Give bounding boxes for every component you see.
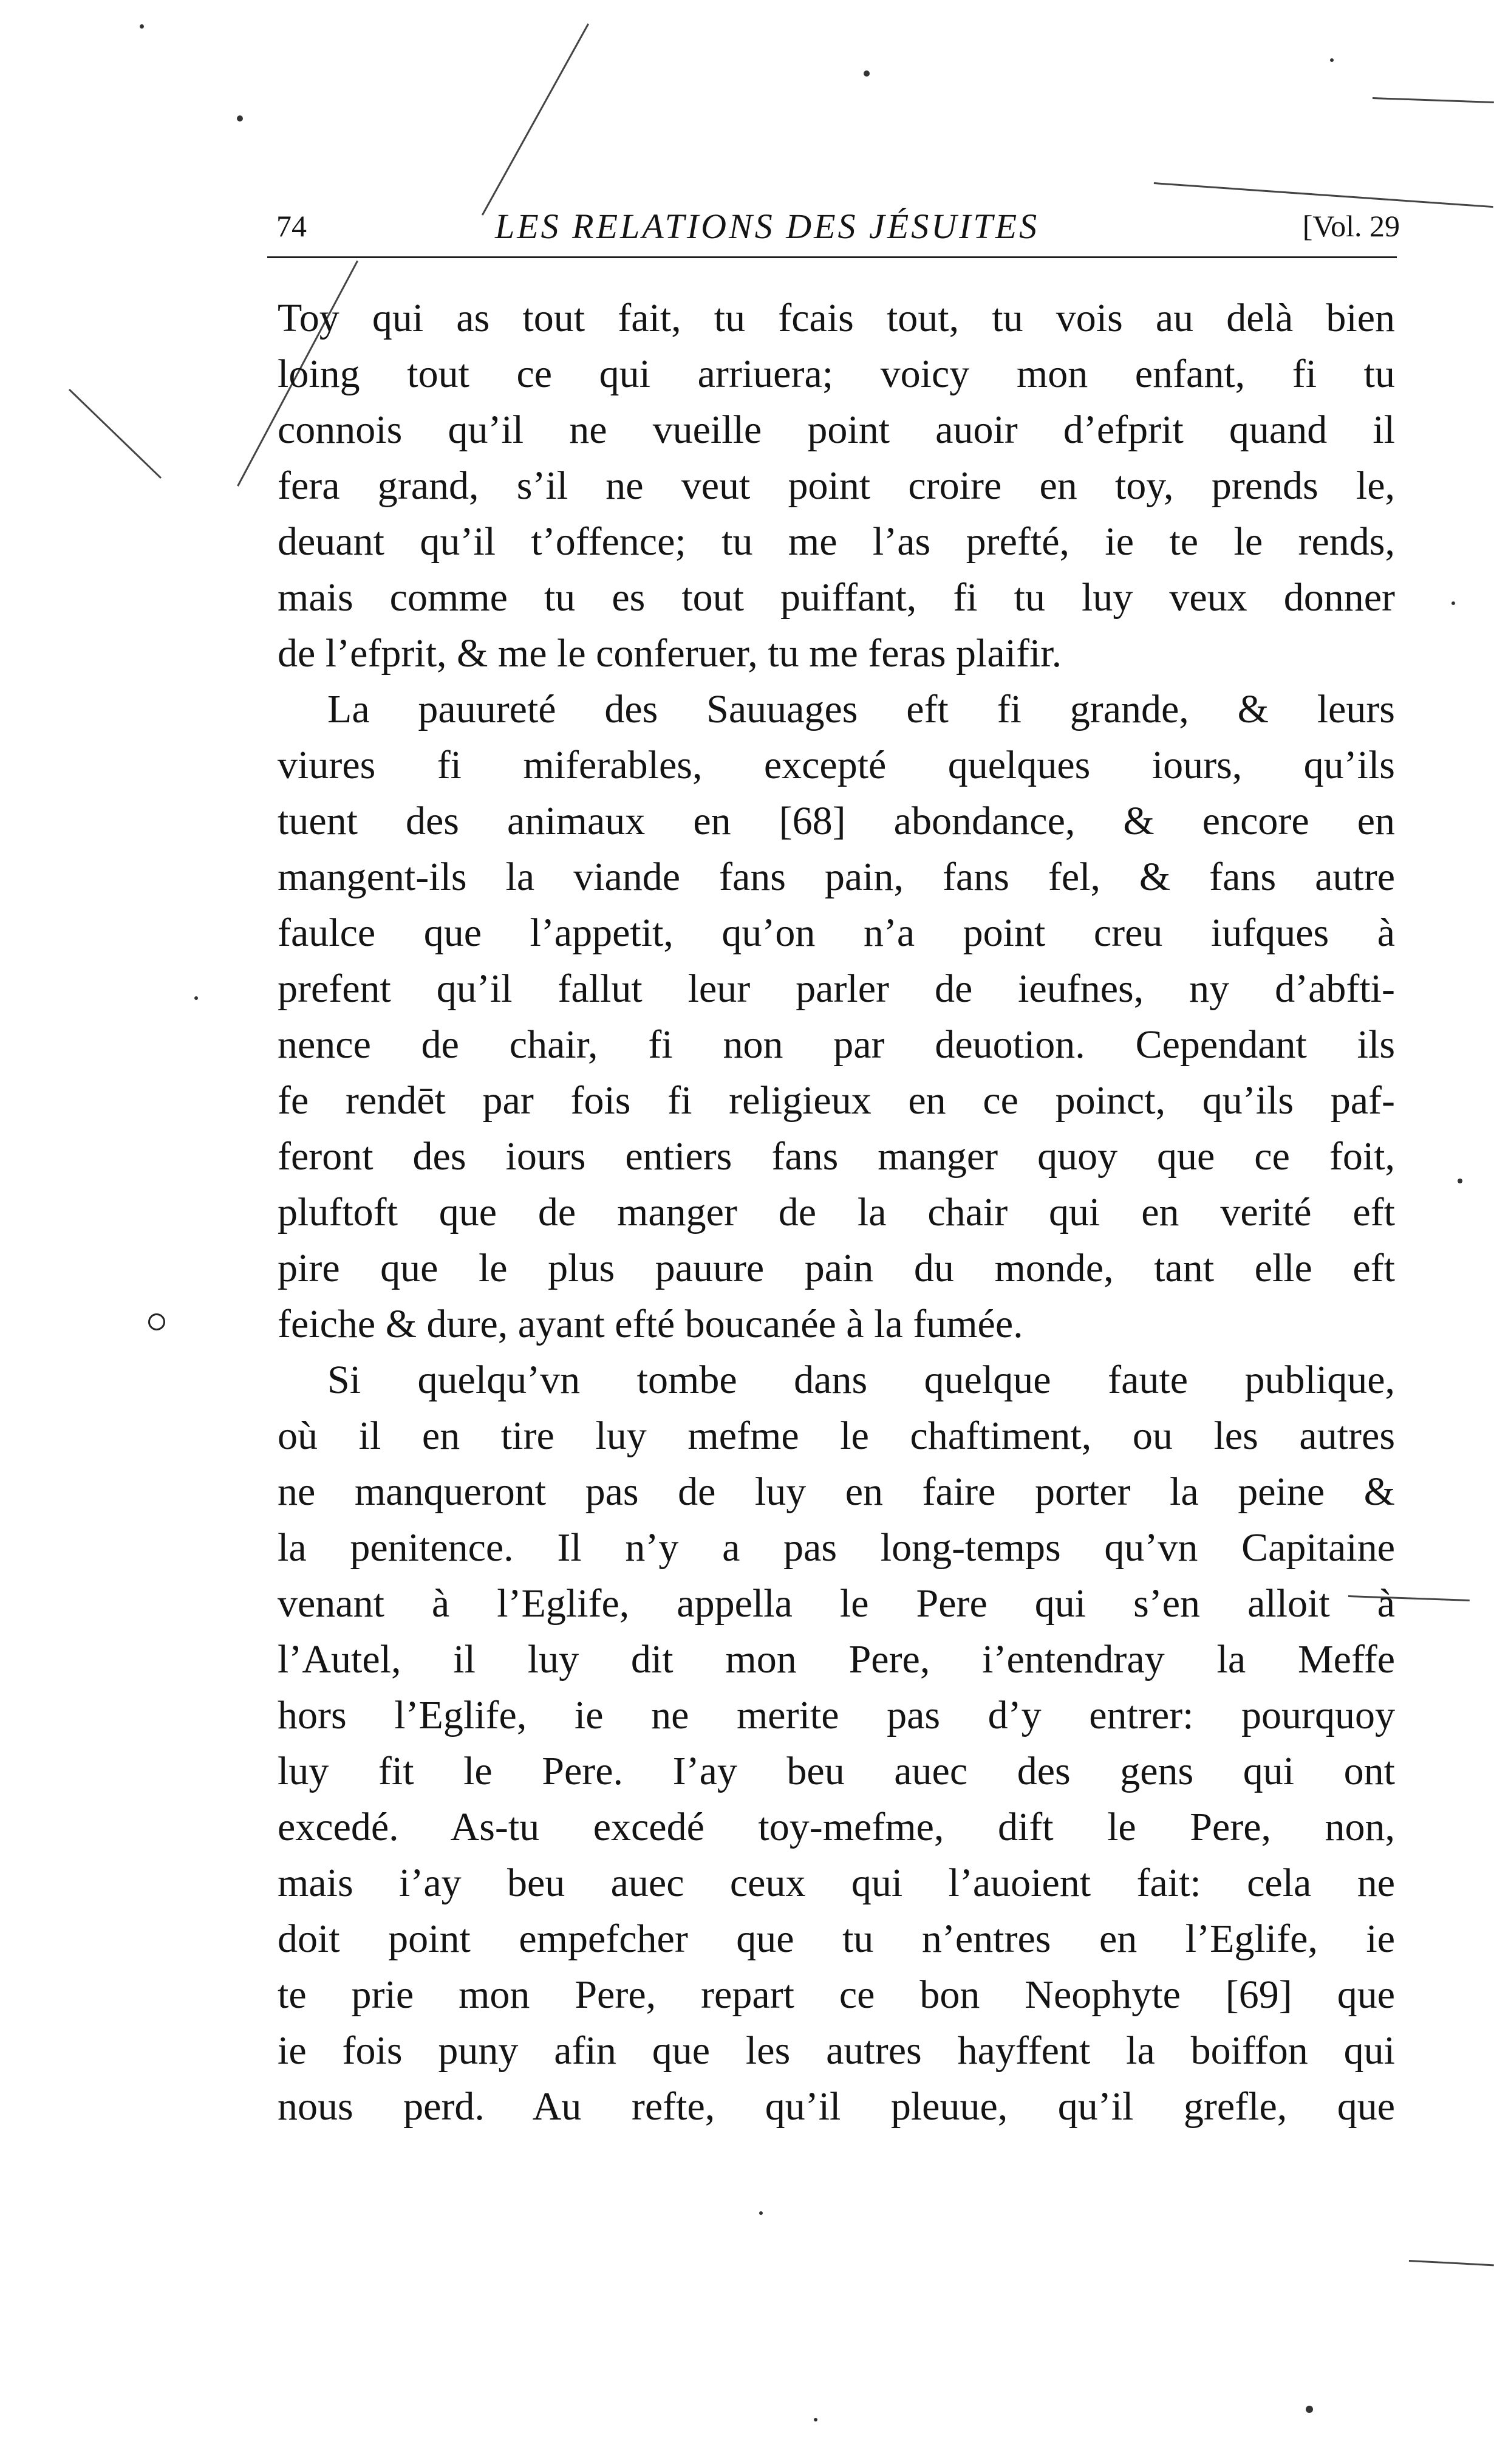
text-line: Toy qui as tout fait, tu fcais tout, tu vois au delà bien bbox=[278, 296, 1395, 340]
marginal-mark bbox=[148, 1313, 165, 1330]
paper-speck bbox=[237, 115, 243, 121]
stray-rule bbox=[1373, 97, 1494, 103]
paper-speck bbox=[1330, 58, 1334, 62]
stray-pen-stroke bbox=[482, 24, 589, 216]
text-line: feiche & dure, ayant efté boucanée à la fumée. bbox=[278, 1302, 1023, 1346]
paper-speck bbox=[1458, 1179, 1462, 1183]
text-line: où il en tire luy mefme le chaftiment, ou les autres bbox=[278, 1414, 1395, 1458]
text-line: pluftoft que de manger de la chair qui en verité eft bbox=[278, 1190, 1395, 1234]
paper-speck bbox=[194, 996, 198, 1000]
text-line: la penitence. Il n’y a pas long-temps qu’vn Capitaine bbox=[278, 1525, 1395, 1570]
paper-speck bbox=[140, 24, 144, 29]
text-line: excedé. As-tu excedé toy-mefme, dift le Pere, non, bbox=[278, 1805, 1395, 1849]
text-line: faulce que l’appetit, qu’on n’a point creu iufques à bbox=[278, 911, 1395, 955]
text-line: loing tout ce qui arriuera; voicy mon enfant, fi tu bbox=[278, 352, 1395, 396]
body-text bbox=[278, 290, 1395, 2135]
text-line: mangent-ils la viande fans pain, fans fel, & fans autre bbox=[278, 855, 1395, 899]
text-line: mais i’ay beu auec ceux qui l’auoient fait: cela ne bbox=[278, 1861, 1395, 1905]
text-line: connois qu’il ne vueille point auoir d’efprit quand il bbox=[278, 408, 1395, 452]
text-line: pire que le plus pauure pain du monde, tant elle eft bbox=[278, 1246, 1395, 1290]
stray-pen-stroke bbox=[69, 389, 162, 479]
paper-speck bbox=[864, 70, 870, 77]
text-line: Si quelqu’vn tombe dans quelque faute publique, bbox=[327, 1358, 1395, 1402]
text-line: nous perd. Au refte, qu’il pleuue, qu’il grefle, que bbox=[278, 2084, 1395, 2129]
paper-speck bbox=[1306, 2406, 1313, 2413]
text-line: tuent des animaux en [68] abondance, & encore en bbox=[278, 799, 1395, 843]
text-line: ie fois puny afin que les autres hayffent la boiffon qui bbox=[278, 2028, 1395, 2073]
text-line: La pauureté des Sauuages eft fi grande, & leurs bbox=[327, 687, 1395, 731]
page-number: 74 bbox=[276, 209, 307, 243]
paper-speck bbox=[1451, 601, 1455, 605]
text-line: nence de chair, fi non par deuotion. Cependant ils bbox=[278, 1022, 1395, 1067]
volume-reference: [Vol. 29 bbox=[1302, 209, 1400, 243]
paper-speck bbox=[814, 2418, 817, 2421]
text-line: viures fi miferables, excepté quelques iours, qu’ils bbox=[278, 743, 1395, 787]
text-line: prefent qu’il fallut leur parler de ieufnes, ny d’abfti- bbox=[278, 967, 1395, 1011]
stray-rule bbox=[1409, 2260, 1494, 2266]
text-line: ne manqueront pas de luy en faire porter la peine & bbox=[278, 1470, 1395, 1514]
text-line: luy fit le Pere. I’ay beu auec des gens qui ont bbox=[278, 1749, 1395, 1793]
text-line: l’Autel, il luy dit mon Pere, i’entendray la Meffe bbox=[278, 1637, 1395, 1682]
text-line: deuant qu’il t’offence; tu me l’as prefté, ie te le rends, bbox=[278, 519, 1395, 564]
text-line: venant à l’Eglife, appella le Pere qui s’en alloit à bbox=[278, 1581, 1395, 1626]
text-line: feront des iours entiers fans manger quoy que ce foit, bbox=[278, 1134, 1395, 1179]
running-title: LES RELATIONS DES JÉSUITES bbox=[495, 207, 1040, 246]
text-line: doit point empefcher que tu n’entres en l’Eglife, ie bbox=[278, 1917, 1395, 1961]
text-line: de l’efprit, & me le conferuer, tu me feras plaifir. bbox=[278, 631, 1062, 676]
text-line: mais comme tu es tout puiffant, fi tu luy veux donner bbox=[278, 575, 1395, 620]
running-head bbox=[276, 204, 1400, 252]
text-line: fera grand, s’il ne veut point croire en toy, prends le, bbox=[278, 464, 1395, 508]
paper-speck bbox=[759, 2211, 763, 2215]
text-line: te prie mon Pere, repart ce bon Neophyte [69] que bbox=[278, 1973, 1395, 2017]
text-line: hors l’Eglife, ie ne merite pas d’y entrer: pourquoy bbox=[278, 1693, 1395, 1737]
header-rule bbox=[267, 256, 1397, 258]
text-line: fe rendēt par fois fi religieux en ce poinct, qu’ils paf- bbox=[278, 1078, 1395, 1123]
